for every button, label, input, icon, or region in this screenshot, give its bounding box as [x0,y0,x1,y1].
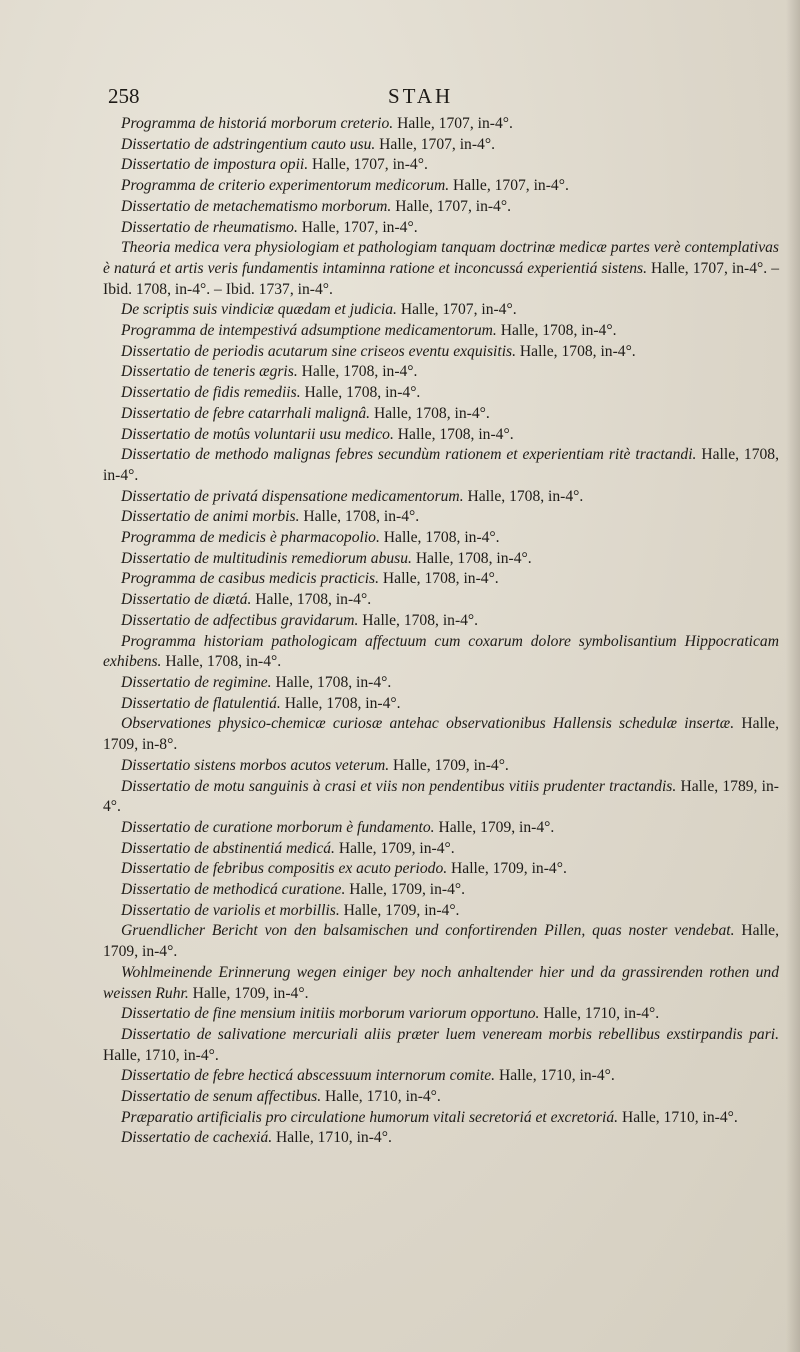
entry-publication: Halle, 1708, in-4°. [383,529,500,547]
entry-publication: Halle, 1709, in-4°. [343,901,460,919]
bibliography-entry [103,528,779,549]
bibliography-entry [103,1004,779,1025]
entry-title: Programma de intempestivá adsumptione medicamentorum. [121,322,497,340]
bibliography-entry [103,404,779,425]
page-number: 258 [108,84,140,108]
entry-title: Dissertatio de febre hecticá abscessuum internorum comite. [121,1067,496,1085]
bibliography-entry [103,300,779,321]
entry-title: Dissertatio de motûs voluntarii usu medico. [121,425,394,443]
bibliography-entry [103,1087,779,1108]
bibliography-entry [103,445,779,486]
entry-title: Dissertatio de flatulentiá. [121,694,281,712]
entry-publication: Halle, 1708, in-4°. [382,570,499,588]
entry-title: Præparatio artificialis pro circulatione humorum vitali secretoriá et excretoriá. [121,1108,619,1126]
entry-title: Programma de medicis è pharmacopolio. [121,529,380,547]
entry-title: Dissertatio de teneris ægris. [121,363,298,381]
entry-publication: Halle, 1708, in-4°. [397,425,514,443]
bibliography-entry [103,756,779,777]
entry-publication: Halle, 1708, in-4°. [415,549,532,567]
bibliography-entry [103,632,779,673]
bibliography-entry [103,425,779,446]
entry-title: Dissertatio de methodicá curatione. [121,881,346,899]
entry-title: Dissertatio de cachexiá. [121,1129,273,1147]
entry-publication: Halle, 1707, in-4°. [395,197,511,215]
bibliography-entry [103,362,779,383]
entry-publication: Halle, 1709, in-4°. [438,818,555,836]
bibliography-entry [103,963,779,1004]
bibliography-entry [103,549,779,570]
entry-title: Observationes physico-chemicæ curiosæ antehac observationibus Hallensis schedulæ insertæ. [121,715,735,733]
entry-title: Dissertatio de abstinentiá medicá. [121,839,335,857]
bibliography-entry [103,777,779,818]
entry-publication: Halle, 1707, in-4°. [312,156,428,174]
bibliography-entry [103,342,779,363]
entry-title: Programma de casibus medicis practicis. [121,570,379,588]
entry-publication: Halle, 1710, in-4°. [325,1088,441,1106]
entry-title: Dissertatio de variolis et morbillis. [121,901,340,919]
entry-title: Programma de criterio experimentorum medicorum. [121,177,450,195]
bibliography-entry [103,859,779,880]
entry-title: Dissertatio de rheumatismo. [121,218,298,236]
entry-publication: Halle, 1709, in-8°. [103,715,779,754]
entry-publication: Halle, 1708, in-4°. [165,653,282,671]
bibliography-entry [103,114,779,135]
entry-title: Dissertatio de adfectibus gravidarum. [121,611,359,629]
bibliography-entry [103,1108,779,1129]
bibliography-entry [103,218,779,239]
entry-title: Dissertatio sistens morbos acutos veterum. [121,756,390,774]
entry-publication: Halle, 1707, in-4°. [301,218,418,236]
bibliography-entry [103,694,779,715]
page-edge-shadow [786,0,800,1352]
entry-title: Dissertatio de fine mensium initiis morborum variorum opportuno. [121,1005,540,1023]
entry-title: Theoria medica vera physiologiam et pathologiam tanquam doctrinæ medicæ partes verè contemplativas è naturá et artis veris fundamentis intaminna ratione et inconcussá experientiá sistens. [103,239,779,277]
entry-title: Dissertatio de privatá dispensatione medicamentorum. [121,487,464,505]
entry-title: Dissertatio de senum affectibus. [121,1088,322,1106]
entry-publication: Halle, 1708, in-4°. [303,508,420,526]
bibliography-entry [103,1128,779,1149]
bibliography-entry [103,238,779,300]
entry-title: Dissertatio de febre catarrhali malignâ. [121,404,371,422]
entry-title: Dissertatio de methodo malignas febres secundùm rationem et experientiam ritè tractandi. [121,446,697,464]
entry-publication: Halle, 1710, in-4°. [543,1005,660,1023]
entry-publication: Halle, 1708, in-4°. [362,611,479,629]
bibliography-entry [103,590,779,611]
entry-title: Dissertatio de impostura opii. [121,156,309,174]
entry-title: Dissertatio de regimine. [121,673,272,691]
bibliography-entry [103,921,779,962]
bibliography-entry [103,714,779,755]
entry-title: Dissertatio de multitudinis remediorum abusu. [121,549,412,567]
bibliography-entry [103,901,779,922]
entry-publication: Halle, 1708, in-4°. [284,694,401,712]
entry-title: Gruendlicher Bericht von den balsamischen und confortirenden Pillen, quas noster vendebat. [121,922,735,940]
bibliography-entry [103,673,779,694]
entry-publication: Halle, 1707, in-4°. [453,177,569,195]
entry-publication: Halle, 1707, in-4°. [397,115,513,132]
entry-publication: Halle, 1707, in-4°. [400,301,517,319]
entry-publication: Halle, 1709, in-4°. [338,839,455,857]
entry-title: Programma de historiá morborum creterio. [121,115,394,132]
bibliography-list [103,114,779,1149]
bibliography-entry [103,880,779,901]
entry-title: Dissertatio de periodis acutarum sine criseos eventu exquisitis. [121,342,516,360]
entry-title: Dissertatio de adstringentium cauto usu. [121,135,376,153]
entry-publication: Halle, 1710, in-4°. [621,1108,738,1126]
bibliography-entry [103,321,779,342]
entry-title: Dissertatio de curatione morborum è fundamento. [121,818,435,836]
entry-publication: Halle, 1709, in-4°. [393,756,509,774]
entry-title: Dissertatio de fidis remediis. [121,384,301,402]
entry-title: Dissertatio de diætá. [121,591,252,609]
entry-publication: Halle, 1710, in-4°. [498,1067,615,1085]
entry-title: De scriptis suis vindiciæ quædam et judicia. [121,301,397,319]
entry-publication: Halle, 1708, in-4°. [103,446,780,484]
entry-publication: Halle, 1710, in-4°. [103,1046,219,1064]
entry-title: Dissertatio de motu sanguinis à crasi et viis non pendentibus vitiis prudenter tractandis. [121,777,677,795]
bibliography-entry [103,1066,779,1087]
bibliography-entry [103,569,779,590]
entry-publication: Halle, 1709, in-4°. [103,922,779,961]
bibliography-entry [103,176,779,197]
entry-title: Dissertatio de salivatione mercuriali aliis præter luem veneream morbis rebellibus exstirpandis pari. [121,1025,779,1043]
entry-publication: Halle, 1789, in-4°. [103,777,780,816]
bibliography-entry [103,839,779,860]
entry-title: Wohlmeinende Erinnerung wegen einiger bey noch anhaltender hier und da grassirenden rothen und weissen Ruhr. [103,963,779,1002]
bibliography-entry [103,135,779,156]
running-head: STAH [388,84,454,108]
entry-title: Dissertatio de animi morbis. [121,508,300,526]
entry-publication: Halle, 1708, in-4°. [519,342,636,360]
entry-publication: Halle, 1708, in-4°. [467,487,584,505]
bibliography-entry [103,818,779,839]
entry-title: Programma historiam pathologicam affectuum cum coxarum dolore symbolisantium Hippocraticam exhibens. [103,632,779,671]
entry-publication: Halle, 1708, in-4°. [500,322,617,340]
entry-publication: Halle, 1709, in-4°. [349,881,466,899]
entry-title: Dissertatio de febribus compositis ex acuto periodo. [121,860,448,878]
page-header [108,84,708,114]
entry-publication: Halle, 1707, in-4°. – Ibid. 1708, in-4°. – Ibid. 1737, in-4°. [103,259,779,298]
entry-publication: Halle, 1709, in-4°. [192,984,309,1002]
entry-publication: Halle, 1708, in-4°. [373,404,490,422]
bibliography-entry [103,1025,779,1066]
entry-publication: Halle, 1708, in-4°. [275,673,392,691]
bibliography-entry [103,197,779,218]
entry-publication: Halle, 1708, in-4°. [304,384,421,402]
entry-publication: Halle, 1710, in-4°. [276,1129,392,1147]
entry-publication: Halle, 1709, in-4°. [451,860,567,878]
bibliography-entry [103,383,779,404]
entry-publication: Halle, 1708, in-4°. [301,363,418,381]
bibliography-entry [103,611,779,632]
bibliography-entry [103,487,779,508]
entry-title: Dissertatio de metachematismo morborum. [121,197,392,215]
entry-publication: Halle, 1707, in-4°. [379,135,495,153]
bibliography-entry [103,155,779,176]
bibliography-entry [103,507,779,528]
entry-publication: Halle, 1708, in-4°. [255,591,372,609]
